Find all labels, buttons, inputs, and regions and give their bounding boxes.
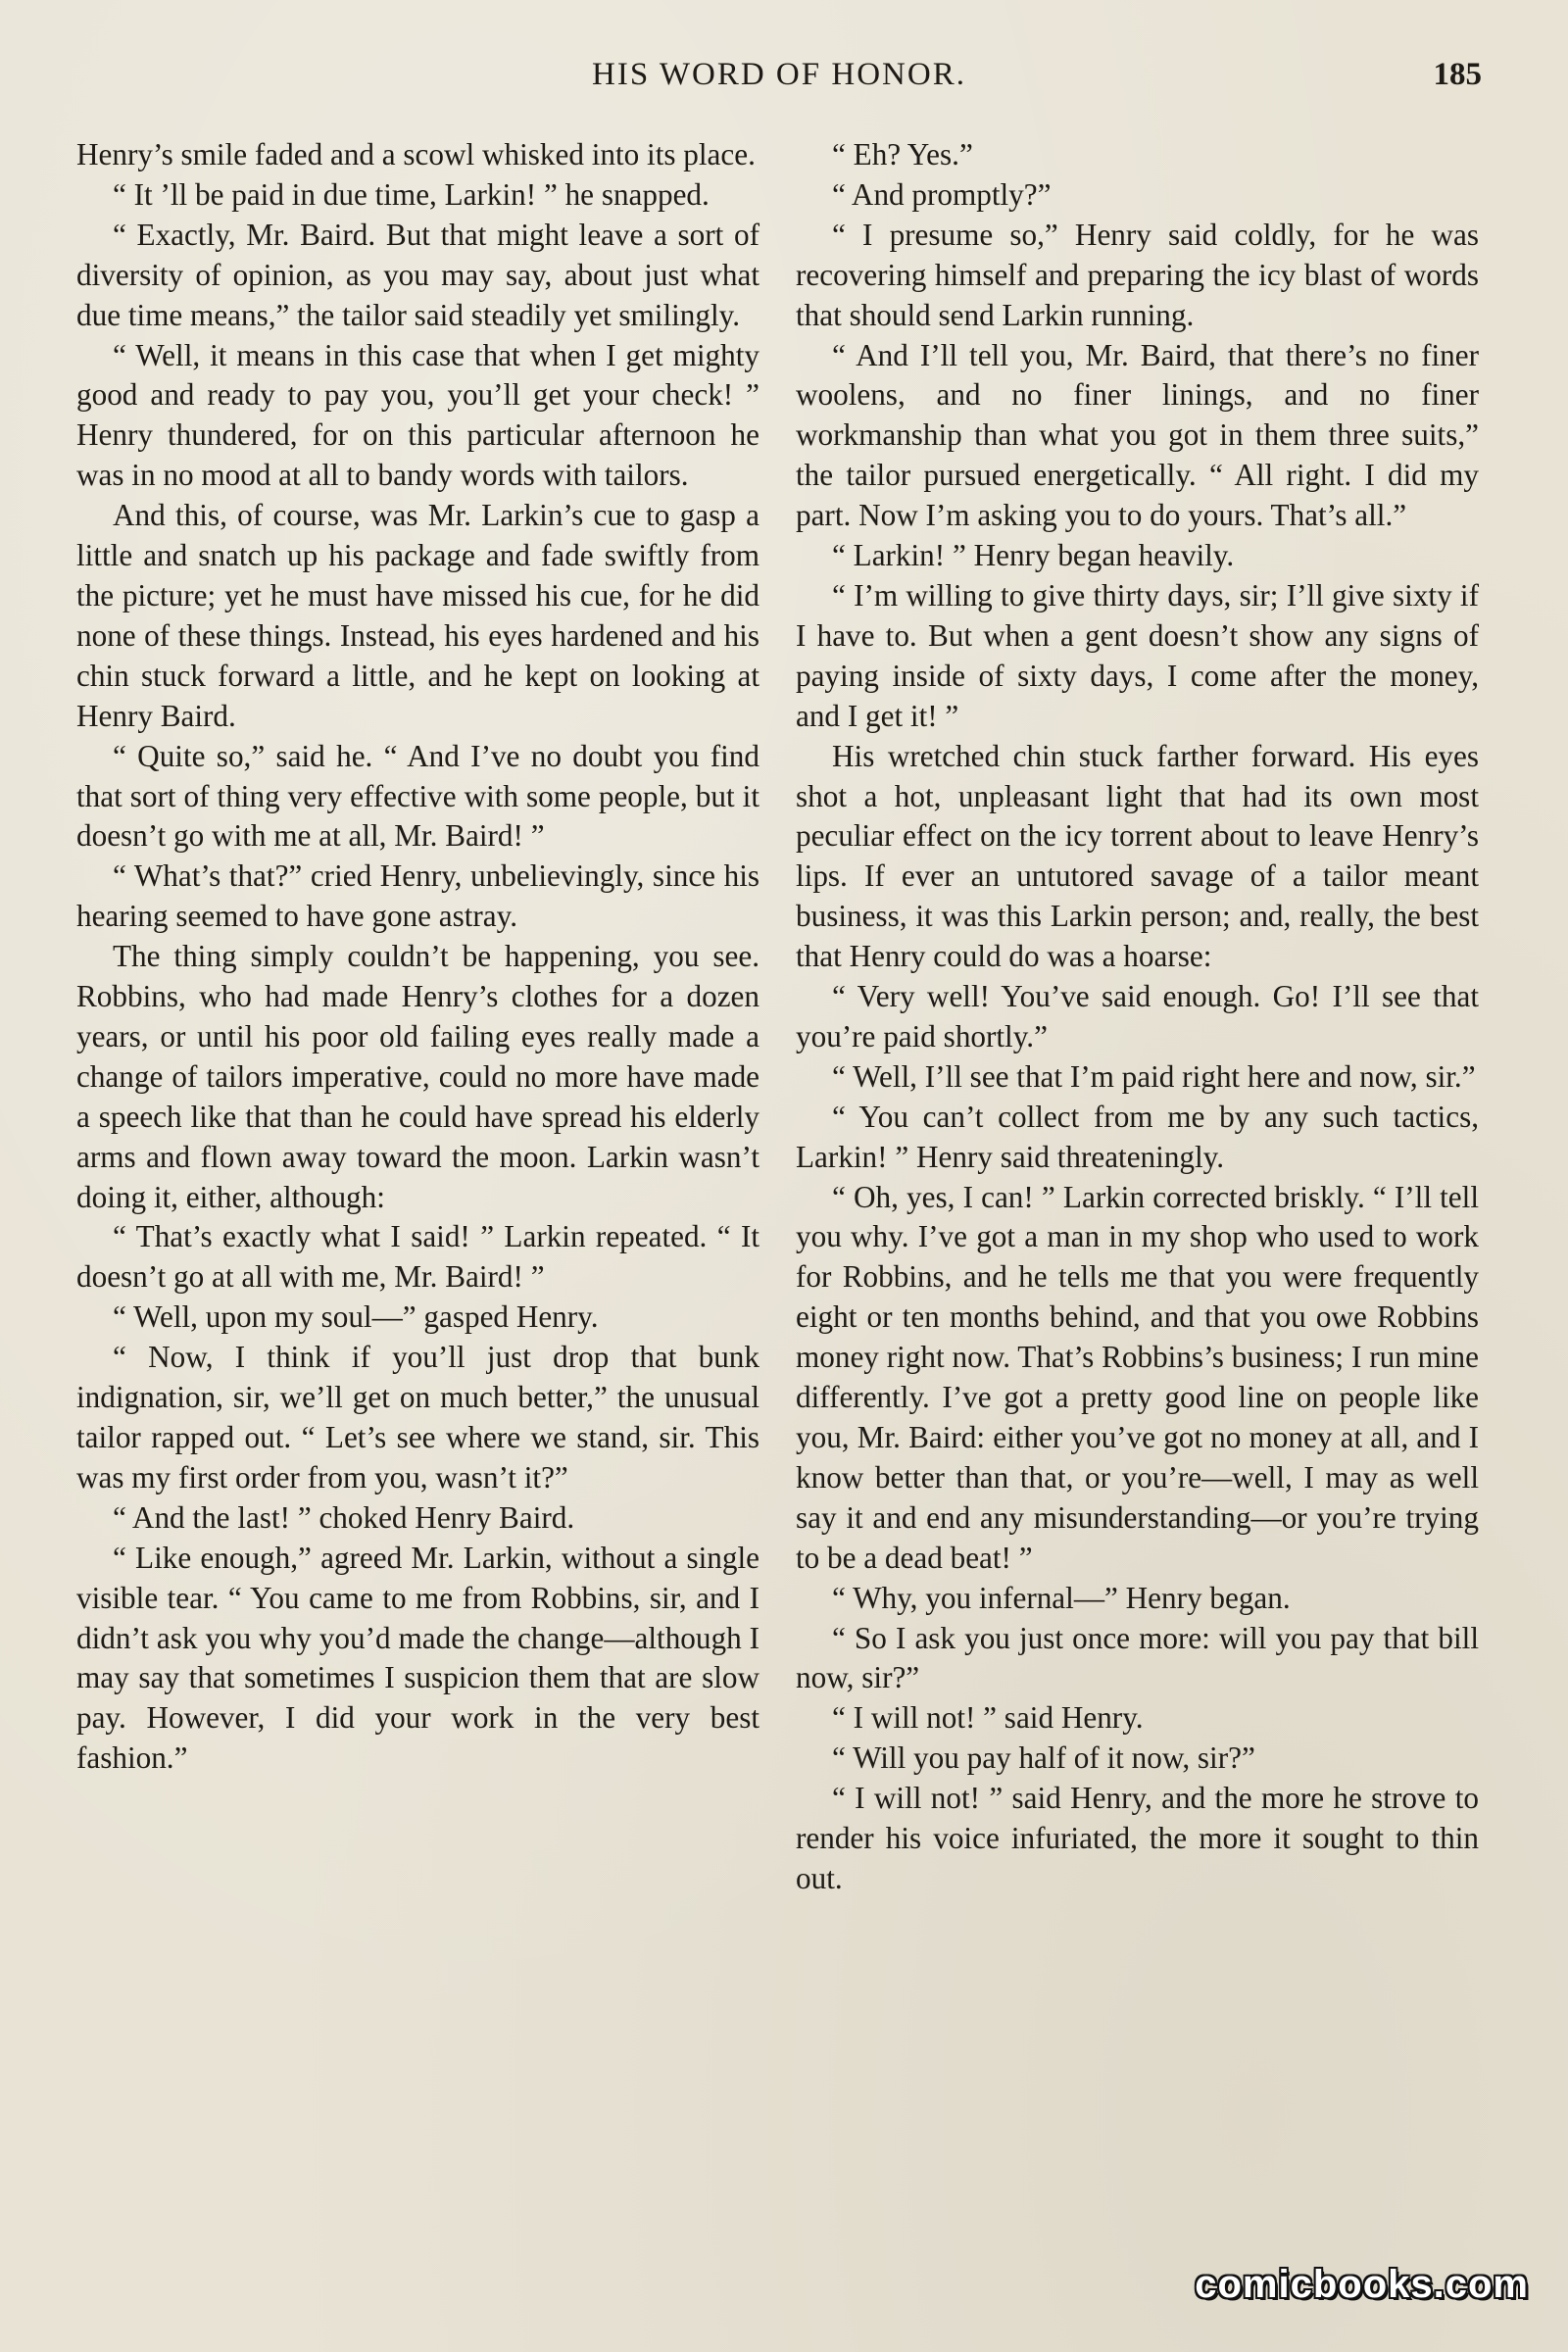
- paragraph: “ That’s exactly what I said! ” Larkin repeated. “ It doesn’t go at all with me, Mr. Baird! ”: [76, 1219, 760, 1295]
- paragraph: “ Well, it means in this case that when I get mighty good and ready to pay you, you’ll get your check! ” Henry thundered, for on this particular afternoon he was in no mood at all to bandy words with tailors.: [76, 337, 760, 493]
- paragraph: “ Well, upon my soul—” gasped Henry.: [113, 1299, 599, 1335]
- page-number: 185: [1433, 57, 1482, 92]
- paragraph: “ I’m willing to give thirty days, sir; I’ll give sixty if I have to. But when a gent doesn’t show any signs of paying inside of sixty days, I come after the money, and I get it! ”: [796, 577, 1479, 733]
- running-head: [76, 57, 1482, 102]
- paragraph: And this, of course, was Mr. Larkin’s cue to gasp a little and snatch up his package and fade swiftly from the picture; yet he must have missed his cue, for he did none of these things. Instead, his eyes hardened and his chin stuck forward a little, and he kept on looking at Henry Baird.: [76, 498, 760, 733]
- paragraph: Henry’s smile faded and a scowl whisked into its place.: [76, 137, 756, 172]
- running-title: HIS WORD OF HONOR.: [592, 57, 966, 92]
- paragraph: “ I will not! ” said Henry.: [832, 1700, 1144, 1736]
- paragraph: “ What’s that?” cried Henry, unbelievingly, since his hearing seemed to have gone astray.: [76, 858, 760, 934]
- paragraph: “ So I ask you just once more: will you pay that bill now, sir?”: [796, 1620, 1479, 1695]
- paragraph: “ Larkin! ” Henry began heavily.: [832, 538, 1235, 573]
- paragraph: “ Well, I’ll see that I’m paid right here and now, sir.”: [832, 1058, 1476, 1094]
- paragraph: “ Very well! You’ve said enough. Go! I’ll see that you’re paid shortly.”: [796, 979, 1479, 1054]
- paragraph: “ And the last! ” choked Henry Baird.: [113, 1499, 575, 1535]
- paragraph: The thing simply couldn’t be happening, you see. Robbins, who had made Henry’s clothes for a dozen years, or until his poor old failing eyes really made a change of tailors imperative, could no more have made a speech like that than he could have spread his elderly arms and flown away toward the moon. Larkin wasn’t doing it, either, although:: [76, 939, 760, 1214]
- paragraph: “ It ’ll be paid in due time, Larkin! ” he snapped.: [113, 176, 710, 212]
- paragraph: “ You can’t collect from me by any such tactics, Larkin! ” Henry said threateningly.: [796, 1099, 1479, 1174]
- paragraph: “ Like enough,” agreed Mr. Larkin, without a single visible tear. “ You came to me from Robbins, sir, and I didn’t ask you why you’d made the change—although I may say that sometimes I suspicion them that are slow pay. However, I did your work in the very best fashion.”: [76, 1540, 760, 1776]
- paragraph: “ Eh? Yes.”: [832, 137, 973, 172]
- paragraph: “ And I’ll tell you, Mr. Baird, that there’s no finer woolens, and no finer linings, and no finer workmanship than what you got in them three suits,” the tailor pursued energetically. “ All right. I did my part. Now I’m asking you to do yours. That’s all.”: [796, 337, 1479, 533]
- paragraph: “ Will you pay half of it now, sir?”: [832, 1740, 1255, 1776]
- left-column: [76, 135, 760, 1779]
- paragraph: “ Now, I think if you’ll just drop that bunk indignation, sir, we’ll get on much better,” the unusual tailor rapped out. “ Let’s see where we stand, sir. This was my first order from you, wasn’t it?”: [76, 1340, 760, 1494]
- paragraph: “ Why, you infernal—” Henry began.: [832, 1580, 1291, 1615]
- paragraph: “ Quite so,” said he. “ And I’ve no doubt you find that sort of thing very effective with some people, but it doesn’t go with me at all, Mr. Baird! ”: [76, 738, 760, 854]
- right-column: [796, 135, 1479, 1899]
- paragraph: “ I presume so,” Henry said coldly, for he was recovering himself and preparing the icy blast of words that should send Larkin running.: [796, 217, 1479, 332]
- paragraph: “ I will not! ” said Henry, and the more he strove to render his voice infuriated, the more it sought to thin out.: [796, 1781, 1479, 1895]
- paragraph: His wretched chin stuck farther forward. His eyes shot a hot, unpleasant light that had its own most peculiar effect on the icy torrent about to leave Henry’s lips. If ever an untutored savage of a tailor meant business, it was this Larkin person; and, really, the best that Henry could do was a hoarse:: [796, 738, 1479, 974]
- paragraph: “ And promptly?”: [832, 176, 1052, 212]
- paragraph: “ Exactly, Mr. Baird. But that might leave a sort of diversity of opinion, as you may say, about just what due time means,” the tailor said steadily yet smilingly.: [76, 217, 760, 332]
- watermark: comicbooks.com: [1195, 2263, 1529, 2306]
- paragraph: “ Oh, yes, I can! ” Larkin corrected briskly. “ I’ll tell you why. I’ve got a man in my shop who used to work for Robbins, and he tells me that you were frequently eight or ten months behind, and that you owe Robbins money right now. That’s Robbins’s business; I run mine differently. I’ve got a pretty good line on people like you, Mr. Baird: either you’ve got no money at all, and I know better than that, or you’re—well, I may as well say it and end any misunderstanding—or you’re trying to be a dead beat! ”: [796, 1179, 1479, 1575]
